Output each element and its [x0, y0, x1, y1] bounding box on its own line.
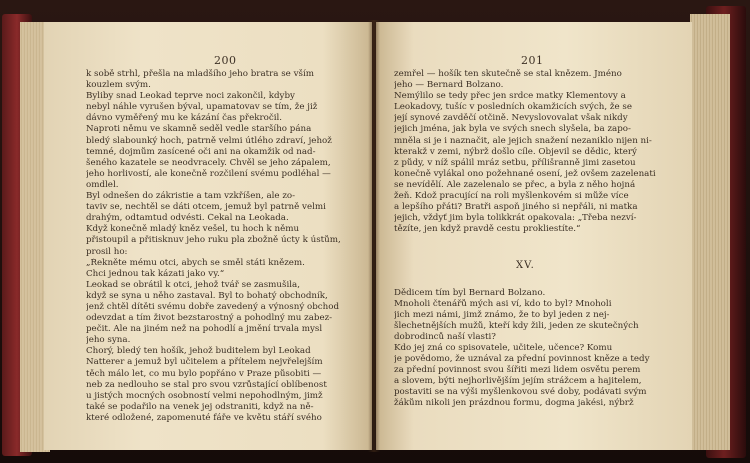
- text-line: jeho syna.: [86, 335, 131, 346]
- text-line: Byl odnešen do zákristie a tam vzkříšen, ale zo-: [86, 191, 296, 202]
- text-line: jenž chtěl dítěti svému dobře zavedený a výnosný obchod: [86, 301, 340, 312]
- text-line: „Řekněte mému otci, abych se směl státi knězem.: [86, 257, 305, 268]
- text-line: a slovem, býti nejhorlivějším jejím strážcem a hajitelem,: [394, 376, 642, 387]
- text-line: tězíte, jen když pravdě cestu prokliestíte.“: [394, 224, 581, 235]
- text-line: konečně vylákal ono požehnané osení, jež ovšem zazelenati: [394, 168, 656, 179]
- text-line: kouzlem svým.: [86, 80, 151, 91]
- text-line: Byliby snad Leokad teprve noci zakončil, kdyby: [86, 91, 295, 102]
- text-line: Nemýlilo se tedy přec jen srdce matky Klementovy a: [394, 91, 626, 102]
- text-line: těch málo let, co mu bylo popřáno v Praze působiti —: [86, 368, 322, 379]
- text-line: Natterer a jemuž byl učitelem a přítelem nejvřelejším: [86, 357, 323, 368]
- text-line: jich mezi námi, jimž známo, že to byl jeden z nej-: [394, 309, 610, 320]
- text-line: které odložené, zapomenuté fáře ve květu stáří svého: [86, 412, 322, 423]
- text-line: jeho — Bernard Bolzano.: [394, 80, 504, 91]
- text-line: bledý slabounký hoch, patrně velmi útlého zdraví, jehož: [86, 135, 332, 146]
- text-line: Mnoholi čtenářů mých asi ví, kdo to byl? Mnoholi: [394, 298, 612, 309]
- left-page: [44, 22, 372, 450]
- text-line: Když konečně mladý kněz vešel, tu hoch k němu: [86, 224, 300, 235]
- text-line: šlechetnějších mužů, kteří kdy žili, jeden ze skutečných: [394, 320, 639, 331]
- right-page-edges: [690, 14, 730, 450]
- text-line: také se podařilo na venek jej odstraniti, když na ně-: [86, 401, 314, 412]
- chapter-heading: XV.: [516, 259, 535, 271]
- text-line: kterakž v zemi, nýbrž došlo cíle. Objevil se dědic, který: [394, 146, 637, 157]
- text-line: neb za nedlouho se stal pro svou vzrůstající oblíbenost: [86, 379, 327, 390]
- text-line: žeň. Kdož pracující na roli myšlenkovém si může více: [394, 191, 629, 202]
- text-line: u jistých mocných osobností velmi nepohodlným, jimž: [86, 390, 323, 401]
- text-line: Chci jednou tak kázati jako vy.“: [86, 268, 225, 279]
- text-line: Leokadovy, tušíc v posledních okamžicích svých, že se: [394, 102, 632, 113]
- book-gutter: [368, 20, 380, 452]
- text-line: šeného kazatele se neodvracely. Chvěl se jeho zápalem,: [86, 157, 331, 168]
- text-line: žákům nikoli jen prázdnou formu, dogma jakési, nýbrž: [394, 398, 634, 409]
- text-line: pečit. Ale na jiném než na pohodlí a jmění trvala mysl: [86, 324, 323, 335]
- text-line: když se syna u něho zastaval. Byl to bohatý obchodník,: [86, 290, 328, 301]
- text-line: Leokad se obrátil k otci, jehož tvář se zasmušila,: [86, 279, 300, 290]
- left-page-number: 200: [214, 54, 237, 67]
- text-line: nebyl náhle vyrušen býval, upamatovav se tím, že již: [86, 102, 318, 113]
- right-page-number: 201: [521, 54, 544, 67]
- text-line: Kdo jej zná co spisovatele, učitele, učence? Komu: [394, 342, 613, 353]
- text-line: omdlel.: [86, 179, 119, 190]
- text-line: jejich, vždyť jim byla tolikkrát opakovala: „Třeba nezví-: [394, 213, 637, 224]
- right-page-text-top: [394, 69, 674, 235]
- text-line: a lepšího přáti? Bratři aspoň jiného si nepřáli, ni matka: [394, 202, 638, 213]
- text-line: odevzdat a tím život bezstarostný a pohodlný mu zabez-: [86, 313, 333, 324]
- text-line: její synové zavděčí otčině. Nevyslovovalat však nikdy: [394, 113, 628, 124]
- text-line: temné, dojmům zasícené oči ani na okamžik od nad-: [86, 146, 316, 157]
- text-line: je povědomo, že uznával za přední povinnost kněze a tedy: [394, 354, 650, 365]
- right-page: [376, 22, 692, 450]
- text-line: za přední povinnost svou šířiti mezi lidem osvětu perem: [394, 365, 641, 376]
- text-line: zemřel — hošík ten skutečně se stal knězem. Jméno: [394, 69, 622, 79]
- left-page-text: [86, 69, 348, 424]
- text-line: dobrodinců naší vlasti?: [394, 331, 496, 342]
- text-line: prosil ho:: [86, 246, 128, 257]
- text-line: jeho horlivostí, ale konečně rozčilení svému podléhal —: [86, 168, 331, 179]
- text-line: mněla si je i naznačit, ale jejich snažení nezaniklo nijen ni-: [394, 135, 652, 146]
- text-line: Dědicem tím byl Bernard Bolzano.: [394, 287, 546, 298]
- text-line: postaviti se na výši myšlenkovou své doby, podávati svým: [394, 387, 647, 398]
- text-line: dávno vyměřený mu ke kázání čas překročil.: [86, 113, 283, 124]
- text-line: k sobě strhl, přešla na mladšího jeho bratra se vším: [86, 69, 314, 79]
- text-line: jejich jména, jak byla ve svých snech slyšela, ba zapo-: [394, 124, 631, 135]
- text-line: se nevídělí. Ale zazelenalo se přec, a byla z něho hojná: [394, 179, 636, 190]
- text-line: Chorý, bledý ten hošík, jehož buditelem byl Leokad: [86, 346, 311, 357]
- text-line: z půdy, v níž spálil mráz setbu, přílišranně jimi zasetou: [394, 157, 636, 168]
- right-page-text-bottom: [394, 288, 674, 410]
- text-line: přistoupil a přitisknuv jeho ruku pla zbožně úcty k ústům,: [86, 235, 341, 246]
- text-line: drahým, odtamtud odvésti. Čekal na Leokada.: [86, 213, 289, 224]
- text-line: taviv se, nechtěl se dáti otcem, jemuž byl patrně velmi: [86, 202, 326, 213]
- text-line: Naproti němu ve skamně seděl vedle staršího pána: [86, 124, 312, 135]
